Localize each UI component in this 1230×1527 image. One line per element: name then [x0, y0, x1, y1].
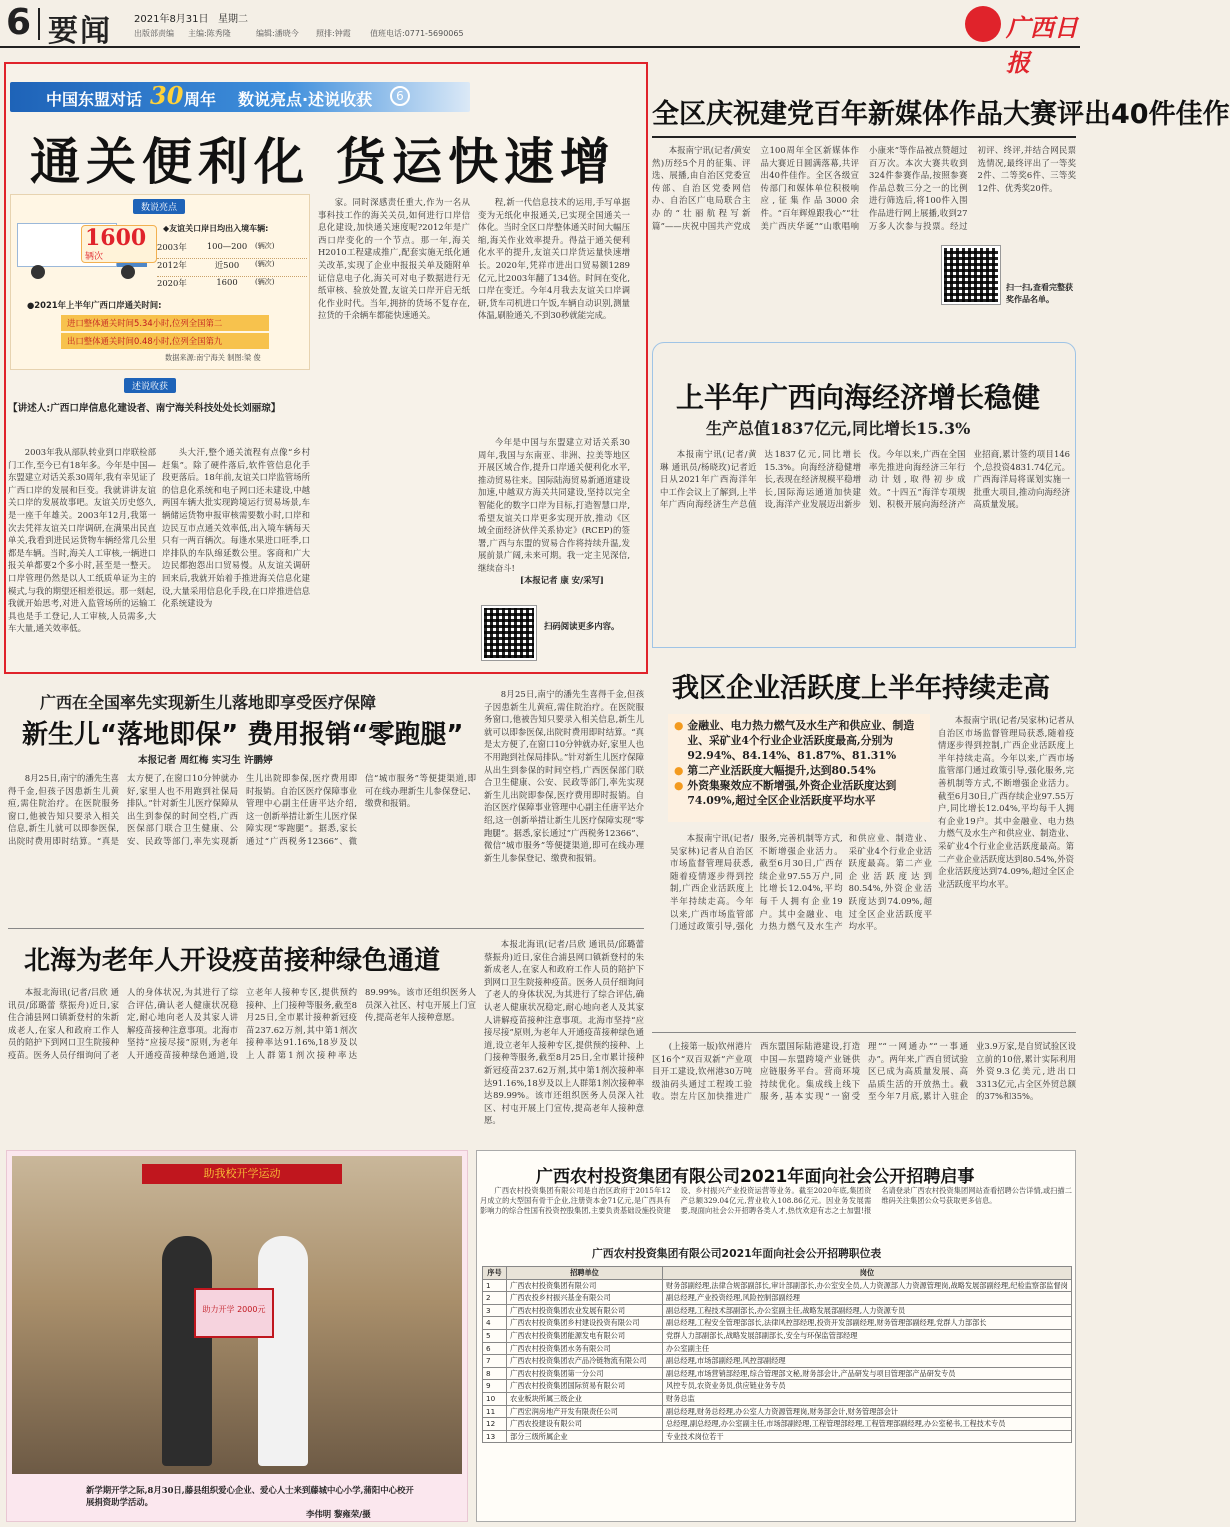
vaccine-side-col: 本报北海讯(记者/吕欣 通讯员/邱璐蕾 蔡振舟)近日,家住合浦县网口镇新登村的朱新成老人,在家人和政府工作人员的陪护下到网口卫生院接种疫苗。医务人员仔细询问了老人的身体状况,为其进行了综合评估,确认老人健康状况稳定,耐心地向老人及其家人讲解疫苗接种注意事项。北海市坚持“应接尽接”原则,为老年人开通疫苗接种绿色通道,设立老年人接种专区,提供预约接种、上门接种等服务,截至8月25日,全市累计接种新冠疫苗237.62万剂,其中第1剂次接种率达91.16%,18岁及以上人群第1剂次接种率达89.99%。该市还组织医务人员深入社区、村屯开展上门宣传,提高老年人接种意愿。: [484, 939, 644, 1126]
recruit-table-title: 广西农村投资集团有限公司2021年面向社会公开招聘职位表: [592, 1247, 882, 1260]
new-media-body: 本报南宁讯(记者/黄安然)历经5个月的征集、评选、展播,由自治区党委宣传部、自治区党委网信办、自治区广电局联合主办的“壮丽航程写新篇”——庆祝中国共产党成立100周年全区新媒体作品大赛近日圆满落幕,共评出40件佳作。全区各级宣传部门和媒体单位积极响应,征集作品3000余件。“百年辉煌跟我心”“壮美广西庆华诞”“山歌唱响小康来”等作品被点赞超过百万次。本次大赛共收到324件参赛作品,按照参赛作品总数三分之一的比例进行筛选后,将100件入围作品进行网上展播,收到27万多人次参与投票。经过初评、终评,并结合网民票选情况,最终评出了一等奖2件、二等奖6件、三等奖12件、优秀奖20件。: [652, 145, 1076, 231]
band-number: 30: [150, 81, 184, 110]
export-clearance: 出口整体通关时间0.48小时,位列全国第九: [61, 333, 269, 349]
col-post-header: 岗位: [663, 1267, 1072, 1280]
recruit-table: [482, 1266, 1072, 1443]
layout-credit: 照排:钟霞: [316, 29, 351, 38]
feature-headline-right: 货运快速增: [336, 133, 616, 191]
vaccine-headline: 北海为老年人开设疫苗接种绿色通道: [24, 946, 441, 976]
bullet-item: ● 金融业、电力热力燃气及水生产和供应业、制造业、采矿业4个行业企业活跃度最高,分别为92.94%、84.14%、81.87%、81.31%: [674, 719, 915, 762]
new-media-qr-code[interactable]: [942, 246, 1000, 304]
business-side-col: 本报南宁讯(记者/吴家林)记者从自治区市场监督管理局获悉,随着疫情逐步得到控制,广西企业活跃度上半年持续走高。今年以来,广西市场监管部门通过政策引导,强化服务,完善机制等方式,不断增强企业活力。截至6月30日,广西存续企业97.55万户,同比增长12.04%,平均每千人拥有企业19户。其中金融业、电力热力燃气及水生产和供应业、制造业、采矿业4个行业企业活跃度最高。第二产业企业活跃度达到80.54%,外资企业活跃度达到74.09%,超过全区企业活跃度平均水平。: [938, 715, 1074, 889]
newborn-continued: 8月25日,南宁的潘先生喜得千金,但孩子因患新生儿黄疸,需住院治疗。在医院服务窗口,他被告知只要录入相关信息,新生儿就可以即参医保,出院时费用即时结算。“真是太方便了,在窗口10分钟就办好,家里人也不用跑到社保局排队。”针对新生儿医疗保障从出生到参保的时间空档,广西医保部门联合卫生健康、公安、民政等部门,率先实现新生儿出院即参保,医疗费用即时报销。自治区医疗保障事业管理中心副主任唐平达介绍,这一创新举措让新生儿医疗保障实现“零跑腿”。据悉,家长通过“广西税务12366”、微信“城市服务”等便捷渠道,即可在线办理新生儿参保登记、缴费和报销。: [484, 689, 644, 863]
charity-photo: [12, 1156, 462, 1474]
table-row: 1 广西农村投资集团有限公司 财务部副经理,法律合规部副部长,审计部副部长,办公室安全员,人力资源部人力资源管理岗,战略发展部副经理,纪检监察部监督岗: [483, 1279, 1072, 1292]
truck-stat-row: 2003年 100—200 (辆次): [157, 241, 307, 259]
economy-subhead: 生产总值1837亿元,同比增长15.3%: [706, 419, 971, 438]
truck-stat-row: 2012年 近500 (辆次): [157, 259, 307, 277]
newborn-kicker: 广西在全国率先实现新生儿落地即享受医疗保障: [40, 693, 377, 712]
feature-band: [10, 82, 470, 112]
date: 2021年8月31日: [134, 14, 209, 25]
editor: 主编:陈秀隆: [188, 29, 231, 38]
continued-rule: [652, 1032, 1076, 1033]
page-number: 6: [6, 2, 32, 43]
newborn-headline: 新生儿“落地即保” 费用报销“零跑腿”: [22, 720, 464, 750]
new-media-headline: 全区庆祝建党百年新媒体作品大赛评出40件佳作: [652, 99, 1230, 130]
truck-stat-row: 2020年 1600 (辆次): [157, 277, 275, 288]
import-clearance: 进口整体通关时间5.34小时,位列全国第二: [61, 315, 269, 331]
band-issue: 6: [390, 86, 410, 106]
bullet-item: ● 第二产业活跃度大幅提升,达到80.54%: [674, 764, 876, 777]
col-no-header: 序号: [483, 1267, 507, 1280]
talk-tag: 述说收获: [124, 378, 176, 393]
duty-phone: 值班电话:0771-5690065: [370, 29, 464, 38]
feature-headline-left: 通关便利化: [30, 133, 310, 191]
section-divider: [38, 8, 40, 40]
bullet-dot-icon: ●: [674, 779, 684, 792]
paper-logo: [965, 6, 1001, 42]
feature-col-3: 家。同时深感责任重大,作为一名从事科技工作的海关关员,如何进行口岸信息化建设,加快通关速度呢?2012年是广西口岸变化的一个节点。那一年,海关H2010工程建成推广,配套实施无纸化通关改革,实现了企业申报报关单及随附单证信息电子化,海关可对电子数据进行无纸审核、验放处置,友谊关口岸开启无纸化作业时代。当年,拥挤的货场不复存在,拉货的千余辆车都能快速通关。: [318, 197, 470, 321]
economy-body: 本报南宁讯(记者/黄琳 通讯员/杨晓玫)记者近日从2021年广西海洋年中工作会议上了解到,上半年广西向海经济生产总值达1837亿元,同比增长15.3%。向海经济稳健增长,表现在经济规模平稳增长,国际海运通道加快建设,海洋产业发展迈出新步伐。今年以来,广西在全国率先推进向海经济三年行动计划,取得初步成效。“十四五”海洋专项规划、积极开展向海经济产业招商,累计签约项目146个,总投资4831.74亿元。广西海洋局将谋划实施一批重大项目,推动向海经济高质量发展。: [660, 449, 1070, 510]
vaccine-body: 本报北海讯(记者/吕欣 通讯员/邱璐蕾 蔡振舟)近日,家住合浦县网口镇新登村的朱新成老人,在家人和政府工作人员的陪护下到网口卫生院接种疫苗。医务人员仔细询问了老人的身体状况,为其进行了综合评估,确认老人健康状况稳定,耐心地向老人及其家人讲解疫苗接种注意事项。北海市坚持“应接尽接”原则,为老年人开通疫苗接种绿色通道,设立老年人接种专区,提供预约接种、上门接种等服务,截至8月25日,全市累计接种新冠疫苗237.62万剂,其中第1剂次接种率达91.16%,18岁及以上人群第1剂次接种率达89.99%。该市还组织医务人员深入社区、村屯开展上门宣传,提高老年人接种意愿。: [8, 987, 476, 1060]
table-row: 11 广西宏润房地产开发有限责任公司 副总经理,财务总经理,办公室人力资源管理岗,财务部会计,财务管理部会计: [483, 1405, 1072, 1418]
table-row: 2 广西农投乡村振兴基金有限公司 副总经理,产业投资经理,风险控制部副经理: [483, 1292, 1072, 1305]
table-row: 8 广西农村投资集团第一分公司 副总经理,市场营销部经理,综合管理部文秘,财务部会计,产品研发与项目管理部产品研发专员: [483, 1367, 1072, 1380]
feature-col-1: 2003年我从部队转业到口岸联检部门工作,至今已有18年多。今年是中国—东盟建立对话关系30周年,我有幸见证了广西口岸的发展和巨变。我就讲讲友谊关口岸的发展故事吧。友谊关历史悠久,是一座千年雄关。2003年12月,我第一次去凭祥友谊关口岸调研,在满果出民直单关,我看到进民运货物车辆经常几公里都是车辆。当时,海关人工审核,一辆进口报关单都要2个多小时,甚至是一整天。口岸管理仍然是以人工纸质单证为主的模式,与我的期望还相差很远。那一刻起,我就开始思考,对进入监管场所的运输工具也是手工登记,人工审核,人员需多,大车大量,通关效率低。: [8, 447, 156, 634]
feature-col-5: 今年是中国与东盟建立对话关系30周年,我国与东南亚、非洲、拉美等地区开展区域合作,提升口岸通关便利化水平,推动贸易往来。国际陆海贸易新通道建设加速,中越双方海关共同建设,坚持以完全智能化的数字口岸为目标,打造智慧口岸,希望友谊关口岸更多实现开放,推动《区域全面经济伙伴关系协定》(RCEP)的签署,广西与东盟的贸易合作将持续升温,发展前景广阔,未来可期。我一定主见深信,继续奋斗!: [478, 437, 630, 573]
weekday: 星期二: [218, 14, 248, 25]
data-source: 数据来源:南宁海关 制图:梁 俊: [165, 353, 261, 362]
business-bullets: [668, 714, 930, 822]
vaccine-rule: [8, 928, 644, 929]
business-body: 本报南宁讯(记者/吴家林)记者从自治区市场监督管理局获悉,随着疫情逐步得到控制,广西企业活跃度上半年持续走高。今年以来,广西市场监管部门通过政策引导,强化服务,完善机制等方式,不断增强企业活力。截至6月30日,广西存续企业97.55万户,同比增长12.04%,平均每千人拥有企业19户。其中金融业、电力热力燃气及水生产和供应业、制造业、采矿业4个行业企业活跃度最高。第二产业企业活跃度达到80.54%,外资企业活跃度达到74.09%,超过全区企业活跃度平均水平。: [670, 833, 932, 932]
masthead: [0, 0, 1080, 77]
bullet-dot-icon: ●: [674, 719, 684, 732]
feature-col-4: 程,新一代信息技术的运用,手写单据变为无纸化申报通关,已实现全国通关一体化。当时全区口岸整体通关时间大幅压缩,海关作业效率提升。得益于通关便利化水平的提升,友谊关口岸货运量快速增长。2020年,凭祥市进出口贸易额1289亿元,比2003年翻了134倍。时间在变化,口岸在变迁。今年4月我去友谊关口岸调研,货车司机进口午饭,车辆自动识别,测量体温,刷脸通关,不到30秒就能完成。: [478, 197, 630, 321]
table-row: 12 广西农投建设有限公司 总经理,副总经理,办公室副主任,市场部副经理,工程管理部经理,工程管理部副经理,办公室秘书,工程技术专员: [483, 1418, 1072, 1431]
newborn-body: 8月25日,南宁的潘先生喜得千金,但孩子因患新生儿黄疸,需住院治疗。在医院服务窗口,他被告知只要录入相关信息,新生儿就可以即参医保,出院时费用即时结算。“真是太方便了,在窗口10分钟就办好,家里人也不用跑到社保局排队。”针对新生儿医疗保障从出生到参保的时间空档,广西医保部门联合卫生健康、公安、民政等部门,率先实现新生儿出院即参保,医疗费用即时报销。自治区医疗保障事业管理中心副主任唐平达介绍,这一创新举措让新生儿医疗保障实现“零跑腿”。据悉,家长通过“广西税务12366”、微信“城市服务”等便捷渠道,即可在线办理新生儿参保登记、缴费和报销。: [8, 773, 476, 846]
table-row: 7 广西农村投资集团农产品冷链物流有限公司 副总经理,市场部副经理,风控部副经理: [483, 1355, 1072, 1368]
photo-person-right: [258, 1236, 308, 1466]
table-row: 5 广西农村投资集团能源发电有限公司 党群人力部副部长,战略发展部副部长,安全与环保监管部经理: [483, 1329, 1072, 1342]
continued-body: (上接第一版)钦州港片区16个“双百双新”产业项目开工建设,钦州港30万吨级油码头通过工程竣工验收。崇左片区加快推进广西东盟国际陆港建设,打造中国—东盟跨境产业链供应链服务平台。营商环境持续优化。集成线上线下服务,基本实现“一窗受理”“一网通办”“一事通办”。两年来,广西自贸试验区已成为高质量发展、高品质生活的开放热土。截至今年7月底,累计入驻企业3.9万家,是自贸试验区设立前的10倍,累计实际利用外资9.3亿美元,进出口3313亿元,占全区外贸总额的37%和35%。: [652, 1041, 1076, 1102]
table-row: 6 广西农村投资集团水务有限公司 办公室副主任: [483, 1342, 1072, 1355]
table-header-row: [483, 1267, 1072, 1280]
department: 出版部责编: [134, 29, 174, 38]
feature-qr-code[interactable]: [482, 606, 536, 660]
band-series: 数说亮点·述说收获: [238, 90, 373, 109]
col-unit-header: 招聘单位: [507, 1267, 663, 1280]
clearance-caption: ●2021年上半年广西口岸通关时间:: [27, 300, 162, 310]
truck-count: 1600: [85, 225, 147, 251]
infographic: [10, 194, 310, 370]
truck-stats: [157, 241, 307, 295]
photo-banner: 助我校开学运动: [142, 1164, 342, 1184]
photo-credit: 李伟明 黎雍荣/摄: [306, 1509, 371, 1519]
section-name: 要闻: [48, 14, 112, 49]
recruit-table-wrap: [482, 1266, 1072, 1518]
table-row: 13 部分三级所属企业 专业技术岗位若干: [483, 1430, 1072, 1443]
new-media-rule: [652, 136, 1076, 138]
truck-caption: ◆友谊关口岸日均出入境车辆:: [163, 224, 269, 233]
photo-person-left: [162, 1236, 212, 1466]
new-media-qr-caption: 扫一扫,查看完整获奖作品名单。: [1006, 283, 1074, 304]
photo-placard: 助力开学 2000元: [194, 1288, 274, 1338]
recruit-intro: 广西农村投资集团有限公司是自治区政府于2015年12月成立的大型国有骨干企业,注册资本金71亿元,是广西具有影响力的综合性国有投资控股集团,主要负责基础设施投资建设、乡村振兴产业投资运营等业务。截至2020年底,集团资产总额329.04亿元,营业收入108.86亿元。因业务发展需要,现面向社会公开招聘各类人才,热忱欢迎有志之士加盟!报名请登录广西农村投资集团网站查看招聘公告详情,或扫描二维码关注集团公众号获取更多信息。: [480, 1186, 1072, 1215]
band-suffix: 周年: [184, 90, 217, 109]
table-row: 10 农业板块所属三级企业 财务总监: [483, 1392, 1072, 1405]
bullet-item: ● 外资集聚效应不断增强,外资企业活跃度达到74.09%,超过全区企业活跃度平均水平: [674, 779, 897, 807]
band-prefix: 中国东盟对话: [46, 90, 143, 109]
bullet-dot-icon: ●: [674, 764, 684, 777]
truck-unit: 辆次: [85, 252, 104, 262]
table-row: 4 广西农村投资集团乡村建设投资有限公司 副总经理,工程安全管理部部长,法律风控部经理,投资开发部副经理,财务管理部副经理,党群人力部部长: [483, 1317, 1072, 1330]
paper-name: 广西日报: [1006, 13, 1078, 77]
copy-editor: 编辑:潘晓今: [256, 29, 299, 38]
feature-byline: [本报记者 康 安/采写]: [520, 575, 604, 585]
table-row: 9 广西农村投资集团国际贸易有限公司 风控专员,农资业务员,供应链业务专员: [483, 1380, 1072, 1393]
economy-headline: 上半年广西向海经济增长稳健: [676, 381, 1041, 414]
photo-caption: 新学期开学之际,8月30日,藤县组织爱心企业、爱心人士来到藤城中心小学,蒲阳中心校开展捐资助学活动。: [86, 1485, 414, 1507]
data-tag: 数说亮点: [133, 199, 185, 214]
recruit-headline: 广西农村投资集团有限公司2021年面向社会公开招聘启事: [536, 1167, 975, 1187]
business-headline: 我区企业活跃度上半年持续走高: [672, 673, 1050, 704]
speaker: 【讲述人:广西口岸信息化建设者、南宁海关科技处处长刘丽琼】: [8, 403, 281, 414]
newborn-byline: 本报记者 周红梅 实习生 许鹏婷: [138, 755, 273, 766]
feature-col-2: 头大汗,整个通关流程有点像“乡村赶集”。除了硬件落后,软件管信息化手段更落后。18年前,友谊关口岸监管场所的信息化系统和电子网口还未建设,中越两国车辆大批实现跨境运行贸易场景,车辆储运货物申报审核需要数小时,口岸和边民互市点通关效率低,出入境车辆每天只有一两百辆次。每逢水果进口旺季,口岸排队的车队绵延数公里。客商和广大边民都抱怨出口贸易慢。从友谊关调研回来后,我就开始着手推进海关信息化建设,大量采用信息化手段,在口岸推进信息化系统建设为: [162, 447, 310, 609]
feature-qr-caption: 扫码阅读更多内容。: [544, 621, 620, 631]
table-row: 3 广西农村投资集团农业发展有限公司 副总经理,工程技术部副部长,办公室副主任,战略发展部副经理,人力资源专员: [483, 1304, 1072, 1317]
